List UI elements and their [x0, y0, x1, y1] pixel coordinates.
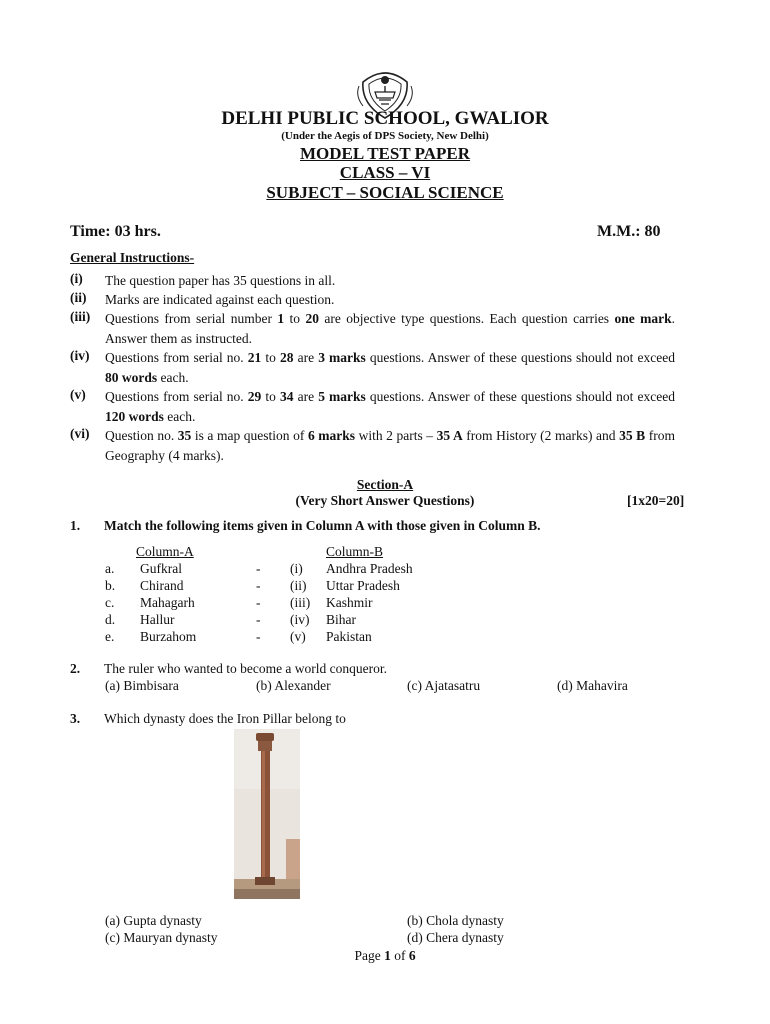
- instruction-text: [105, 348, 675, 387]
- instruction-text: [105, 271, 675, 291]
- row-roman: (ii): [290, 578, 307, 593]
- instruction-run: Question no.: [105, 428, 178, 443]
- instruction-text: [105, 387, 675, 426]
- instruction-run: each.: [157, 369, 189, 385]
- question-number: 1.: [70, 518, 81, 533]
- column-b-item: Kashmir: [326, 595, 373, 610]
- column-b-header: Column-B: [326, 544, 384, 559]
- instruction-run: 80 words: [105, 369, 158, 385]
- instruction-run: 120 words: [105, 408, 164, 424]
- instruction-num: (ii): [70, 290, 87, 305]
- instruction-num: (i): [70, 271, 83, 286]
- instruction-run: each.: [163, 408, 196, 424]
- instruction-run: are: [293, 350, 319, 365]
- option-d: (d) Chera dynasty: [407, 930, 504, 945]
- page-total: 6: [408, 948, 416, 963]
- option-d: (d) Mahavira: [557, 678, 628, 693]
- question-number: 3.: [70, 711, 81, 726]
- instruction-run: with 2 parts –: [355, 428, 437, 443]
- column-b-item: Pakistan: [326, 629, 372, 644]
- section-marks: [1x20=20]: [627, 493, 685, 508]
- iron-pillar-photo: [234, 729, 300, 899]
- max-marks-label: M.M.: 80: [597, 223, 661, 240]
- instruction-run: Questions from serial no.: [105, 350, 248, 365]
- instruction-num: (v): [70, 387, 86, 402]
- instruction-num: (vi): [70, 426, 90, 441]
- instruction-run: Questions from serial number: [105, 311, 278, 326]
- section-subtitle: (Very Short Answer Questions): [295, 493, 475, 508]
- page-footer: [0, 948, 770, 964]
- row-letter: a.: [105, 561, 115, 576]
- instruction-run: 20: [305, 311, 319, 326]
- row-dash: -: [256, 561, 261, 576]
- question-text: The ruler who wanted to become a world conqueror.: [104, 661, 388, 676]
- column-a-item: Gufkral: [140, 561, 182, 576]
- instruction-run: Questions from serial no.: [105, 389, 248, 404]
- column-a-item: Chirand: [140, 578, 184, 593]
- instruction-run: 35 B: [619, 428, 646, 443]
- row-dash: -: [256, 595, 261, 610]
- instruction-text: [105, 290, 675, 310]
- instruction-run: 21: [247, 350, 262, 365]
- time-label: Time: 03 hrs.: [70, 223, 161, 240]
- instruction-run: The question paper has 35 questions in all.: [105, 273, 336, 288]
- instruction-text: [105, 309, 675, 348]
- row-dash: -: [256, 629, 261, 644]
- row-roman: (i): [290, 561, 303, 576]
- instruction-run: 3 marks: [318, 350, 366, 365]
- row-roman: (v): [290, 629, 306, 644]
- instruction-num: (iii): [70, 309, 91, 324]
- instruction-run: 35 A: [436, 428, 463, 443]
- instruction-run: 34: [280, 389, 294, 404]
- row-letter: d.: [105, 612, 116, 627]
- instruction-run: to: [284, 311, 306, 326]
- row-letter: c.: [105, 595, 115, 610]
- row-letter: b.: [105, 578, 116, 593]
- instruction-run: . Answer them as instructed.: [105, 311, 676, 346]
- option-a: (a) Gupta dynasty: [105, 913, 202, 928]
- instruction-run: are objective type questions. Each question carries: [318, 311, 615, 326]
- aegis-line: (Under the Aegis of DPS Society, New Delhi): [281, 130, 489, 142]
- instruction-run: 1: [277, 311, 285, 326]
- instruction-run: questions. Answer of these questions should not exceed: [365, 389, 675, 404]
- column-a-item: Burzahom: [140, 629, 197, 644]
- section-title: Section-A: [356, 477, 414, 492]
- option-b: (b) Alexander: [256, 678, 331, 693]
- instruction-num: (iv): [70, 348, 90, 363]
- column-b-item: Bihar: [326, 612, 356, 627]
- option-b: (b) Chola dynasty: [407, 913, 504, 928]
- instruction-run: is a map question of: [191, 428, 308, 443]
- instruction-run: to: [261, 389, 280, 404]
- school-name: DELHI PUBLIC SCHOOL, GWALIOR: [221, 108, 549, 129]
- row-roman: (iii): [290, 595, 311, 610]
- instruction-text: [105, 426, 675, 465]
- instruction-run: are: [293, 389, 319, 404]
- column-a-item: Mahagarh: [140, 595, 195, 610]
- row-roman: (iv): [290, 612, 310, 627]
- subject-title: SUBJECT – SOCIAL SCIENCE: [266, 183, 504, 202]
- instruction-run: to: [261, 350, 280, 365]
- instruction-run: Marks are indicated against each question.: [105, 292, 335, 307]
- page-number: 1: [384, 948, 391, 963]
- instructions-title: General Instructions-: [70, 250, 195, 265]
- column-a-header: Column-A: [136, 544, 194, 559]
- question-text: Match the following items given in Column A with those given in Column B.: [104, 518, 541, 533]
- option-c: (c) Mauryan dynasty: [105, 930, 218, 945]
- instruction-run: 6 marks: [307, 428, 356, 443]
- option-c: (c) Ajatasatru: [407, 678, 481, 693]
- instruction-run: 35: [177, 428, 192, 443]
- paper-title: MODEL TEST PAPER: [299, 144, 471, 163]
- row-dash: -: [256, 612, 261, 627]
- column-b-item: Andhra Pradesh: [326, 561, 413, 576]
- row-dash: -: [256, 578, 261, 593]
- instruction-run: from Geography (4 marks).: [105, 428, 676, 463]
- page-prefix: Page: [354, 948, 385, 963]
- question-number: 2.: [70, 661, 81, 676]
- class-title: CLASS – VI: [339, 163, 431, 182]
- question-text: Which dynasty does the Iron Pillar belong to: [104, 711, 346, 726]
- instruction-run: from History (2 marks) and: [462, 428, 620, 443]
- option-a: (a) Bimbisara: [105, 678, 179, 693]
- page-mid: of: [390, 948, 409, 963]
- instruction-run: 5 marks: [318, 389, 366, 404]
- instruction-run: one mark: [614, 311, 672, 326]
- column-a-item: Hallur: [140, 612, 175, 627]
- instruction-run: 29: [247, 389, 262, 404]
- instruction-run: 28: [280, 350, 294, 365]
- row-letter: e.: [105, 629, 115, 644]
- column-b-item: Uttar Pradesh: [326, 578, 400, 593]
- instruction-run: questions. Answer of these questions should not exceed: [365, 350, 675, 365]
